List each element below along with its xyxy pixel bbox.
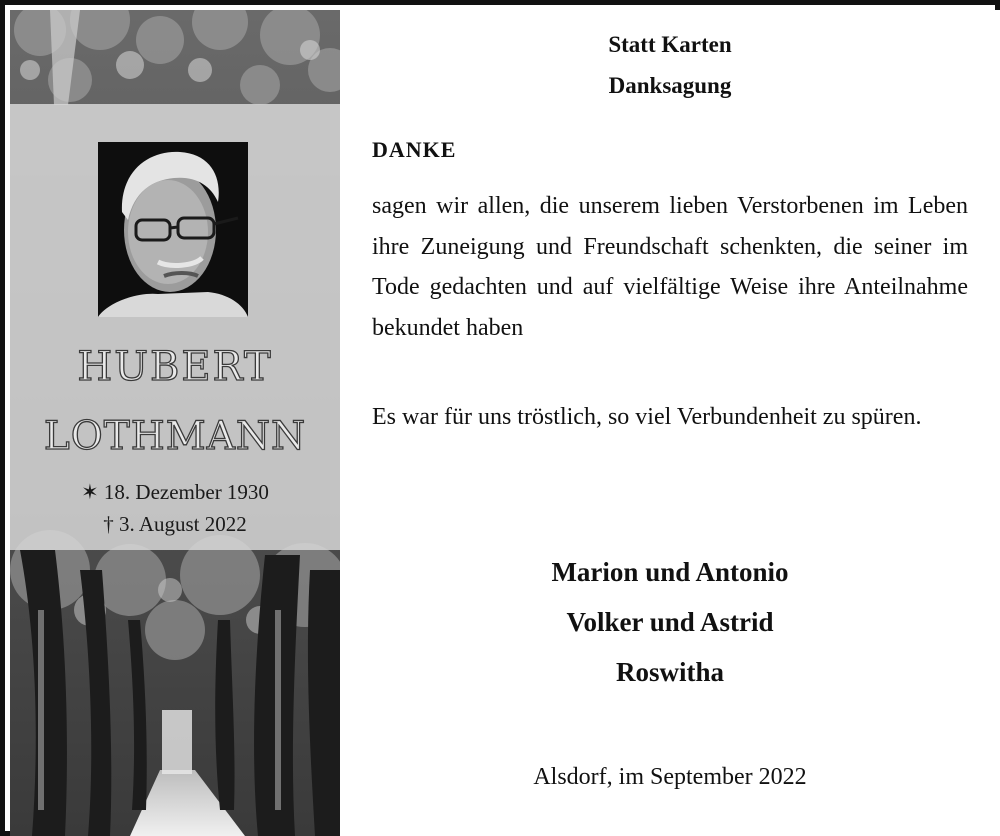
portrait-image bbox=[98, 142, 248, 317]
signature-line: Volker und Astrid bbox=[566, 607, 774, 637]
photo-column bbox=[10, 10, 340, 836]
death-date: † 3. August 2022 bbox=[103, 512, 247, 536]
header-statt-karten: Statt Karten bbox=[608, 32, 732, 57]
signature-line: Marion und Antonio bbox=[551, 557, 789, 587]
name-panel bbox=[10, 104, 340, 550]
first-name: HUBERT bbox=[77, 344, 273, 390]
place-date: Alsdorf, im September 2022 bbox=[533, 764, 807, 790]
thanks-paragraph: sagen wir allen, die unserem lieben Verstorbenen im Leben ihre Zuneigung und Freundschaft schenkten, die seiner im Tode gedachten und auf vielfältige Weise ihre Anteilnahme bekundet haben bbox=[372, 193, 968, 341]
danke-heading: DANKE bbox=[372, 137, 457, 162]
birth-date: ✶ 18. Dezember 1930 bbox=[81, 480, 269, 504]
header-danksagung: Danksagung bbox=[608, 73, 732, 98]
portrait-photo bbox=[98, 142, 248, 317]
comfort-paragraph: Es war für uns tröstlich, so viel Verbundenheit zu spüren. bbox=[372, 404, 922, 430]
text-column bbox=[340, 10, 1000, 836]
last-name: LOTHMANN bbox=[43, 414, 307, 459]
signature-line: Roswitha bbox=[615, 657, 724, 687]
